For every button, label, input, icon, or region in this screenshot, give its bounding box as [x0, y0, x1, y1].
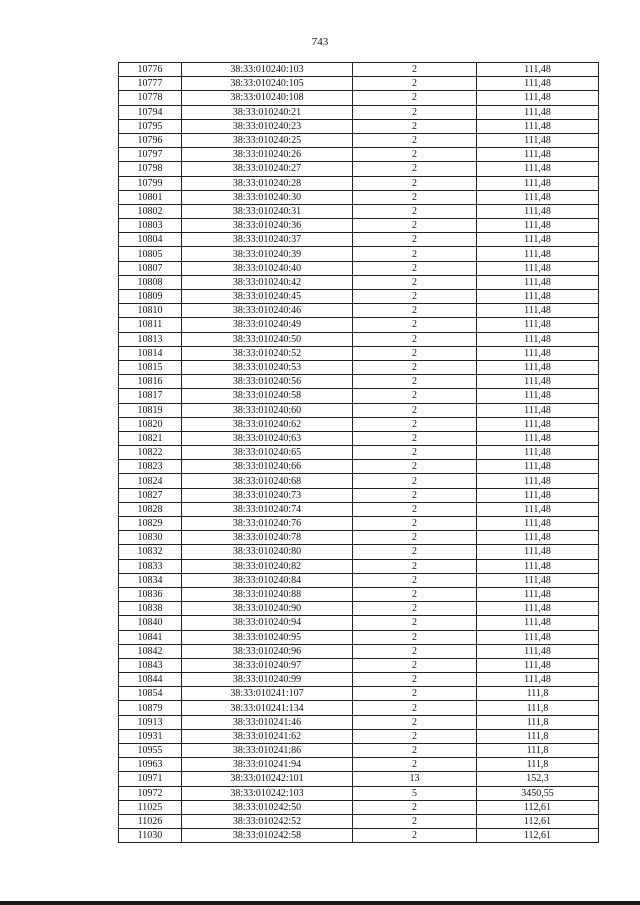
table-row [119, 63, 599, 77]
area-cell: 152,3 [477, 772, 599, 786]
area-cell: 111,48 [477, 602, 599, 616]
area-cell: 111,48 [477, 190, 599, 204]
count-cell: 2 [353, 800, 477, 814]
count-cell: 2 [353, 91, 477, 105]
table-row [119, 148, 599, 162]
cadastral-number-cell: 38:33:010241:94 [182, 758, 353, 772]
row-number-cell: 10843 [119, 658, 182, 672]
count-cell: 2 [353, 488, 477, 502]
row-number-cell: 10822 [119, 446, 182, 460]
count-cell: 2 [353, 63, 477, 77]
cadastral-number-cell: 38:33:010240:108 [182, 91, 353, 105]
row-number-cell: 10830 [119, 531, 182, 545]
count-cell: 2 [353, 729, 477, 743]
table-row [119, 204, 599, 218]
area-cell: 111,8 [477, 744, 599, 758]
cadastral-number-cell: 38:33:010242:103 [182, 786, 353, 800]
cadastral-number-cell: 38:33:010240:65 [182, 446, 353, 460]
cadastral-number-cell: 38:33:010240:39 [182, 247, 353, 261]
table-row [119, 814, 599, 828]
row-number-cell: 10836 [119, 587, 182, 601]
count-cell: 2 [353, 602, 477, 616]
count-cell: 2 [353, 332, 477, 346]
cadastral-number-cell: 38:33:010240:78 [182, 531, 353, 545]
count-cell: 2 [353, 644, 477, 658]
area-cell: 112,61 [477, 800, 599, 814]
area-cell: 111,48 [477, 91, 599, 105]
table-row [119, 346, 599, 360]
count-cell: 2 [353, 531, 477, 545]
row-number-cell: 10802 [119, 204, 182, 218]
area-cell: 111,48 [477, 63, 599, 77]
row-number-cell: 10814 [119, 346, 182, 360]
count-cell: 2 [353, 261, 477, 275]
cadastral-number-cell: 38:33:010240:66 [182, 460, 353, 474]
cadastral-number-cell: 38:33:010240:45 [182, 290, 353, 304]
area-cell: 111,48 [477, 673, 599, 687]
table-row [119, 162, 599, 176]
cadastral-number-cell: 38:33:010240:62 [182, 417, 353, 431]
row-number-cell: 10829 [119, 517, 182, 531]
row-number-cell: 10808 [119, 275, 182, 289]
area-cell: 111,48 [477, 346, 599, 360]
table-row [119, 800, 599, 814]
count-cell: 2 [353, 573, 477, 587]
table-row [119, 290, 599, 304]
row-number-cell: 10823 [119, 460, 182, 474]
table-row [119, 233, 599, 247]
area-cell: 111,48 [477, 119, 599, 133]
table-row [119, 190, 599, 204]
count-cell: 2 [353, 559, 477, 573]
area-cell: 111,48 [477, 474, 599, 488]
cadastral-number-cell: 38:33:010240:97 [182, 658, 353, 672]
cadastral-number-cell: 38:33:010240:36 [182, 219, 353, 233]
count-cell: 2 [353, 517, 477, 531]
table-row [119, 715, 599, 729]
count-cell: 2 [353, 474, 477, 488]
table-row [119, 673, 599, 687]
area-cell: 111,48 [477, 375, 599, 389]
table-row [119, 602, 599, 616]
area-cell: 111,48 [477, 332, 599, 346]
table-row [119, 488, 599, 502]
row-number-cell: 11026 [119, 814, 182, 828]
row-number-cell: 10931 [119, 729, 182, 743]
area-cell: 111,48 [477, 290, 599, 304]
row-number-cell: 10811 [119, 318, 182, 332]
row-number-cell: 10813 [119, 332, 182, 346]
table-row [119, 91, 599, 105]
area-cell: 111,48 [477, 105, 599, 119]
count-cell: 2 [353, 176, 477, 190]
row-number-cell: 10819 [119, 403, 182, 417]
area-cell: 111,48 [477, 545, 599, 559]
table-row [119, 360, 599, 374]
page-number: 743 [311, 36, 329, 48]
cadastral-number-cell: 38:33:010242:50 [182, 800, 353, 814]
count-cell: 2 [353, 460, 477, 474]
row-number-cell: 11025 [119, 800, 182, 814]
table-row [119, 758, 599, 772]
count-cell: 2 [353, 204, 477, 218]
table-row [119, 587, 599, 601]
table-row [119, 786, 599, 800]
row-number-cell: 10804 [119, 233, 182, 247]
area-cell: 111,48 [477, 488, 599, 502]
row-number-cell: 10913 [119, 715, 182, 729]
cadastral-number-cell: 38:33:010240:76 [182, 517, 353, 531]
row-number-cell: 10963 [119, 758, 182, 772]
count-cell: 2 [353, 148, 477, 162]
table-row [119, 431, 599, 445]
row-number-cell: 10971 [119, 772, 182, 786]
table-row [119, 687, 599, 701]
area-cell: 111,48 [477, 247, 599, 261]
row-number-cell: 10824 [119, 474, 182, 488]
table-row [119, 573, 599, 587]
cadastral-number-cell: 38:33:010240:88 [182, 587, 353, 601]
table-row [119, 644, 599, 658]
area-cell: 111,8 [477, 687, 599, 701]
cadastral-number-cell: 38:33:010240:94 [182, 616, 353, 630]
cadastral-number-cell: 38:33:010240:80 [182, 545, 353, 559]
row-number-cell: 10972 [119, 786, 182, 800]
table-row [119, 729, 599, 743]
table-row [119, 389, 599, 403]
row-number-cell: 10841 [119, 630, 182, 644]
count-cell: 2 [353, 233, 477, 247]
cadastral-number-cell: 38:33:010240:30 [182, 190, 353, 204]
table-row [119, 247, 599, 261]
area-cell: 111,48 [477, 162, 599, 176]
table-row [119, 545, 599, 559]
count-cell: 2 [353, 318, 477, 332]
row-number-cell: 10797 [119, 148, 182, 162]
row-number-cell: 10807 [119, 261, 182, 275]
row-number-cell: 10805 [119, 247, 182, 261]
count-cell: 2 [353, 545, 477, 559]
cadastral-number-cell: 38:33:010240:53 [182, 360, 353, 374]
count-cell: 2 [353, 162, 477, 176]
table-row [119, 119, 599, 133]
cadastral-number-cell: 38:33:010242:58 [182, 829, 353, 843]
area-cell: 111,48 [477, 389, 599, 403]
area-cell: 112,61 [477, 814, 599, 828]
cadastral-number-cell: 38:33:010240:105 [182, 77, 353, 91]
cadastral-number-cell: 38:33:010240:31 [182, 204, 353, 218]
table-row [119, 77, 599, 91]
cadastral-number-cell: 38:33:010241:62 [182, 729, 353, 743]
area-cell: 111,48 [477, 304, 599, 318]
area-cell: 111,48 [477, 658, 599, 672]
row-number-cell: 10799 [119, 176, 182, 190]
table-row [119, 375, 599, 389]
row-number-cell: 10816 [119, 375, 182, 389]
area-cell: 111,48 [477, 630, 599, 644]
cadastral-number-cell: 38:33:010241:107 [182, 687, 353, 701]
area-cell: 111,8 [477, 729, 599, 743]
cadastral-number-cell: 38:33:010241:86 [182, 744, 353, 758]
table-row [119, 403, 599, 417]
cadastral-number-cell: 38:33:010242:101 [182, 772, 353, 786]
table-row [119, 744, 599, 758]
table-row [119, 105, 599, 119]
count-cell: 2 [353, 744, 477, 758]
row-number-cell: 10796 [119, 133, 182, 147]
row-number-cell: 10810 [119, 304, 182, 318]
table-row [119, 133, 599, 147]
row-number-cell: 10833 [119, 559, 182, 573]
cadastral-number-cell: 38:33:010241:46 [182, 715, 353, 729]
count-cell: 2 [353, 247, 477, 261]
row-number-cell: 10955 [119, 744, 182, 758]
table-row [119, 304, 599, 318]
table-row [119, 446, 599, 460]
count-cell: 2 [353, 446, 477, 460]
cadastral-number-cell: 38:33:010242:52 [182, 814, 353, 828]
row-number-cell: 10803 [119, 219, 182, 233]
count-cell: 2 [353, 403, 477, 417]
area-cell: 111,8 [477, 701, 599, 715]
row-number-cell: 10776 [119, 63, 182, 77]
count-cell: 2 [353, 133, 477, 147]
row-number-cell: 10817 [119, 389, 182, 403]
cadastral-number-cell: 38:33:010240:63 [182, 431, 353, 445]
count-cell: 2 [353, 304, 477, 318]
row-number-cell: 10827 [119, 488, 182, 502]
table-body [119, 63, 599, 843]
table-row [119, 176, 599, 190]
row-number-cell: 10828 [119, 502, 182, 516]
row-number-cell: 10832 [119, 545, 182, 559]
count-cell: 2 [353, 360, 477, 374]
area-cell: 111,48 [477, 446, 599, 460]
row-number-cell: 10854 [119, 687, 182, 701]
count-cell: 2 [353, 389, 477, 403]
area-cell: 111,48 [477, 176, 599, 190]
table-row [119, 829, 599, 843]
area-cell: 111,48 [477, 148, 599, 162]
cadastral-number-cell: 38:33:010240:103 [182, 63, 353, 77]
cadastral-number-cell: 38:33:010240:52 [182, 346, 353, 360]
row-number-cell: 10794 [119, 105, 182, 119]
count-cell: 2 [353, 616, 477, 630]
cadastral-number-cell: 38:33:010240:40 [182, 261, 353, 275]
count-cell: 2 [353, 658, 477, 672]
count-cell: 5 [353, 786, 477, 800]
area-cell: 111,48 [477, 587, 599, 601]
row-number-cell: 10834 [119, 573, 182, 587]
count-cell: 2 [353, 687, 477, 701]
row-number-cell: 10821 [119, 431, 182, 445]
area-cell: 111,48 [477, 616, 599, 630]
cadastral-number-cell: 38:33:010240:27 [182, 162, 353, 176]
area-cell: 111,48 [477, 559, 599, 573]
row-number-cell: 10879 [119, 701, 182, 715]
row-number-cell: 10798 [119, 162, 182, 176]
cadastral-number-cell: 38:33:010240:73 [182, 488, 353, 502]
cadastral-number-cell: 38:33:010240:56 [182, 375, 353, 389]
area-cell: 111,48 [477, 204, 599, 218]
row-number-cell: 10795 [119, 119, 182, 133]
row-number-cell: 10809 [119, 290, 182, 304]
area-cell: 111,48 [477, 403, 599, 417]
count-cell: 2 [353, 758, 477, 772]
row-number-cell: 10778 [119, 91, 182, 105]
count-cell: 2 [353, 587, 477, 601]
row-number-cell: 10844 [119, 673, 182, 687]
table-row [119, 460, 599, 474]
area-cell: 111,48 [477, 233, 599, 247]
area-cell: 111,8 [477, 758, 599, 772]
count-cell: 2 [353, 105, 477, 119]
area-cell: 111,48 [477, 573, 599, 587]
area-cell: 111,48 [477, 517, 599, 531]
count-cell: 2 [353, 701, 477, 715]
cadastral-number-cell: 38:33:010240:58 [182, 389, 353, 403]
count-cell: 2 [353, 814, 477, 828]
cadastral-number-cell: 38:33:010240:74 [182, 502, 353, 516]
cadastral-number-cell: 38:33:010240:82 [182, 559, 353, 573]
table-row [119, 772, 599, 786]
area-cell: 111,48 [477, 502, 599, 516]
count-cell: 2 [353, 346, 477, 360]
area-cell: 111,48 [477, 644, 599, 658]
area-cell: 111,48 [477, 360, 599, 374]
cadastral-number-cell: 38:33:010240:68 [182, 474, 353, 488]
table-row [119, 332, 599, 346]
cadastral-number-cell: 38:33:010240:23 [182, 119, 353, 133]
page-bottom-edge [0, 901, 640, 905]
area-cell: 111,48 [477, 219, 599, 233]
count-cell: 2 [353, 190, 477, 204]
table-row [119, 275, 599, 289]
count-cell: 2 [353, 119, 477, 133]
table-row [119, 219, 599, 233]
count-cell: 2 [353, 417, 477, 431]
cadastral-number-cell: 38:33:010240:84 [182, 573, 353, 587]
cadastral-number-cell: 38:33:010240:60 [182, 403, 353, 417]
count-cell: 2 [353, 502, 477, 516]
count-cell: 2 [353, 77, 477, 91]
area-cell: 112,61 [477, 829, 599, 843]
row-number-cell: 10777 [119, 77, 182, 91]
count-cell: 2 [353, 275, 477, 289]
table-row [119, 517, 599, 531]
cadastral-number-cell: 38:33:010240:96 [182, 644, 353, 658]
table-row [119, 630, 599, 644]
count-cell: 2 [353, 219, 477, 233]
table-row [119, 658, 599, 672]
row-number-cell: 11030 [119, 829, 182, 843]
cadastral-number-cell: 38:33:010240:99 [182, 673, 353, 687]
cadastral-number-cell: 38:33:010240:90 [182, 602, 353, 616]
table-row [119, 616, 599, 630]
count-cell: 2 [353, 673, 477, 687]
count-cell: 2 [353, 431, 477, 445]
cadastral-number-cell: 38:33:010240:42 [182, 275, 353, 289]
cadastral-number-cell: 38:33:010240:50 [182, 332, 353, 346]
count-cell: 2 [353, 829, 477, 843]
area-cell: 111,48 [477, 431, 599, 445]
row-number-cell: 10815 [119, 360, 182, 374]
row-number-cell: 10842 [119, 644, 182, 658]
table-row [119, 261, 599, 275]
area-cell: 111,48 [477, 261, 599, 275]
cadastral-number-cell: 38:33:010240:46 [182, 304, 353, 318]
area-cell: 111,48 [477, 531, 599, 545]
row-number-cell: 10838 [119, 602, 182, 616]
count-cell: 2 [353, 375, 477, 389]
area-cell: 111,48 [477, 133, 599, 147]
area-cell: 3450,55 [477, 786, 599, 800]
count-cell: 2 [353, 290, 477, 304]
cadastral-number-cell: 38:33:010240:95 [182, 630, 353, 644]
count-cell: 2 [353, 715, 477, 729]
row-number-cell: 10840 [119, 616, 182, 630]
area-cell: 111,48 [477, 417, 599, 431]
area-cell: 111,48 [477, 275, 599, 289]
cadastral-number-cell: 38:33:010240:49 [182, 318, 353, 332]
table-row [119, 318, 599, 332]
parcel-table [118, 62, 599, 843]
area-cell: 111,48 [477, 77, 599, 91]
count-cell: 13 [353, 772, 477, 786]
table-row [119, 531, 599, 545]
table-row [119, 474, 599, 488]
count-cell: 2 [353, 630, 477, 644]
table-row [119, 701, 599, 715]
table-row [119, 502, 599, 516]
table-row [119, 417, 599, 431]
area-cell: 111,48 [477, 318, 599, 332]
cadastral-number-cell: 38:33:010240:28 [182, 176, 353, 190]
row-number-cell: 10801 [119, 190, 182, 204]
cadastral-number-cell: 38:33:010240:26 [182, 148, 353, 162]
area-cell: 111,8 [477, 715, 599, 729]
table-row [119, 559, 599, 573]
cadastral-number-cell: 38:33:010240:37 [182, 233, 353, 247]
row-number-cell: 10820 [119, 417, 182, 431]
cadastral-number-cell: 38:33:010240:21 [182, 105, 353, 119]
cadastral-number-cell: 38:33:010240:25 [182, 133, 353, 147]
area-cell: 111,48 [477, 460, 599, 474]
cadastral-number-cell: 38:33:010241:134 [182, 701, 353, 715]
